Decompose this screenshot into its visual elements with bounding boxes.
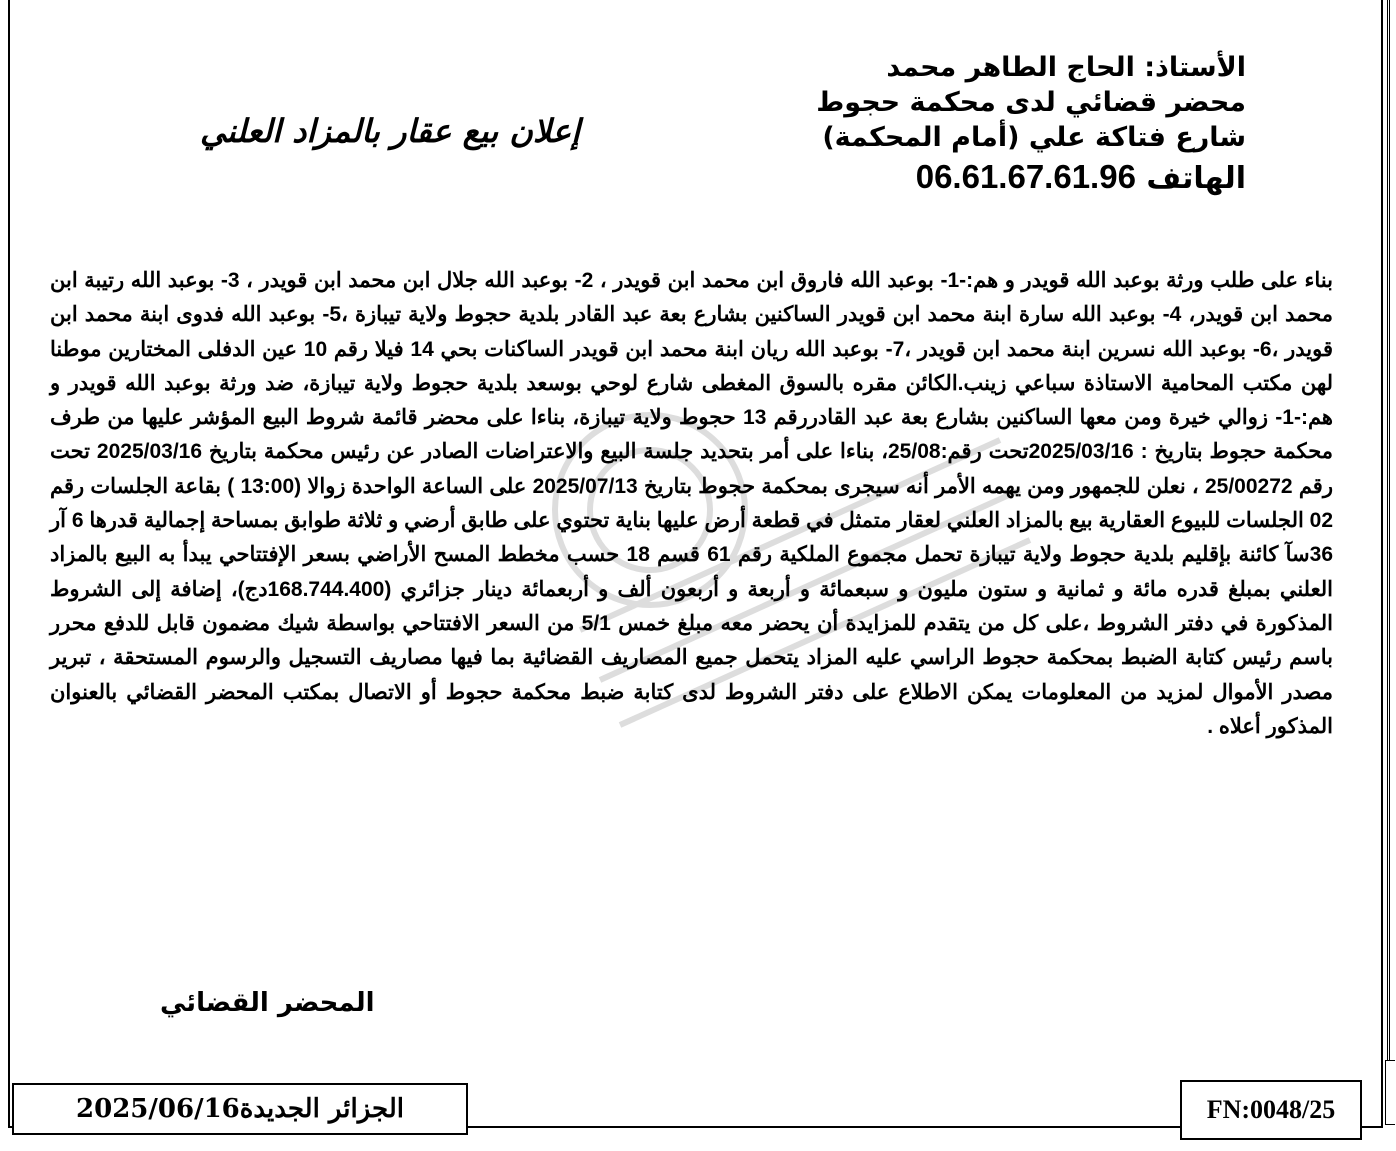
publication-date-box — [12, 1083, 468, 1135]
announcement-title: إعلان بيع عقار بالمزاد العلني — [200, 112, 580, 150]
bailiff-header — [816, 50, 1246, 201]
phone-label: الهاتف — [1146, 161, 1246, 196]
adjacent-column-edge — [1387, 0, 1390, 1060]
publication-date: الجزائر الجديدة2025/06/16 — [76, 1094, 404, 1124]
bailiff-address: شارع فتاكة علي (أمام المحكمة) — [822, 122, 1246, 153]
bailiff-title: محضر قضائي لدى محكمة حجوط — [816, 87, 1246, 118]
reference-number-box — [1180, 1080, 1362, 1140]
adjacent-column-edge-box — [1385, 1060, 1395, 1125]
phone-number: 06.61.67.61.96 — [915, 158, 1136, 195]
signature: المحضر القضائي — [160, 988, 375, 1018]
announcement-body: بناء على طلب ورثة بوعبد الله قويدر و هم:-1- بوعبد الله فاروق ابن محمد ابن قويدر ، 2- بوعبد الله جلال ابن محمد ابن قويدر ، 3- بوعبد الله رتيبة ابن محمد ابن قويدر، 4- بوعبد الله سارة ابنة محمد ابن قويدر الساكنين بشارع بعة عبد القادر بلدية حجوط ولاية تيبازة ،5- بوعبد الله فدوى ابنة محمد ابن قويدر ،6- بوعبد الله نسرين ابنة محمد ابن قويدر ،7- بوعبد الله ريان ابنة محمد ابن قويدر الساكنات بحي 14 فيلا رقم 10 عين الدفلى المختارين موطنا لهن مكتب المحامية الاستاذة سباعي زينب.الكائن مقره بالسوق المغطى شارع لوحي بوسعد بلدية حجوط ولاية تيبازة، ضد ورثة بوعبد الله قويدر و هم:-1- زوالي خيرة ومن معها الساكنين بشارع بعة عبد القادررقم 13 حجوط ولاية تيبازة، بناءا على محضر قائمة شروط البيع المؤشر عليها من طرف محكمة حجوط بتاريخ : 2025/03/16تحت رقم:25/08، بناءا على أمر بتحديد جلسة البيع والاعتراضات الصادر عن رئيس محكمة بتاريخ 2025/03/16 تحت رقم 25/00272 ، نعلن للجمهور ومن يهمه الأمر أنه سيجرى بمحكمة حجوط بتاريخ 2025/07/13 على الساعة الواحدة زوالا (13:00 ) بقاعة الجلسات رقم 02 الجلسات للبيوع العقارية بيع بالمزاد العلني لعقار متمثل في قطعة أرض عليها بناية تحتوي على طابق أرضي و ثلاثة طوابق بمساحة إجمالية قدرها 6 آر 36سآ كائنة بإقليم بلدية حجوط ولاية تيبازة تحمل مجموع الملكية رقم 61 قسم 18 حسب مخطط المسح الأراضي بسعر الإفتتاحي يبدأ به البيع بالمزاد العلني بمبلغ قدره مائة و ثمانية و ستون مليون و سبعمائة و أربعة و أربعون ألف و أربعمائة دينار جزائري (168.744.400دج)، إضافة إلى الشروط المذكورة في دفتر الشروط ،على كل من يتقدم للمزايدة أن يحضر معه مبلغ خمس 5/1 من السعر الافتتاحي بواسطة شيك مضمون قابل للدفع محرر باسم رئيس كتابة الضبط بمحكمة حجوط الراسي عليه المزاد يتحمل جميع المصاريف القضائية بما فيها مصاريف التسجيل والرسوم المستحقة ، تبرير مصدر الأموال لمزيد من المعلومات يمكن الاطلاع على دفتر الشروط لدى كتابة ضبط محكمة حجوط أو الاتصال بمكتب المحضر القضائي بالعنوان المذكور أعلاه . — [50, 269, 1334, 738]
reference-number: FN:0048/25 — [1206, 1095, 1336, 1124]
bailiff-name: الأستاذ: الحاج الطاهر محمد — [886, 52, 1246, 83]
phone-line — [826, 155, 1246, 201]
